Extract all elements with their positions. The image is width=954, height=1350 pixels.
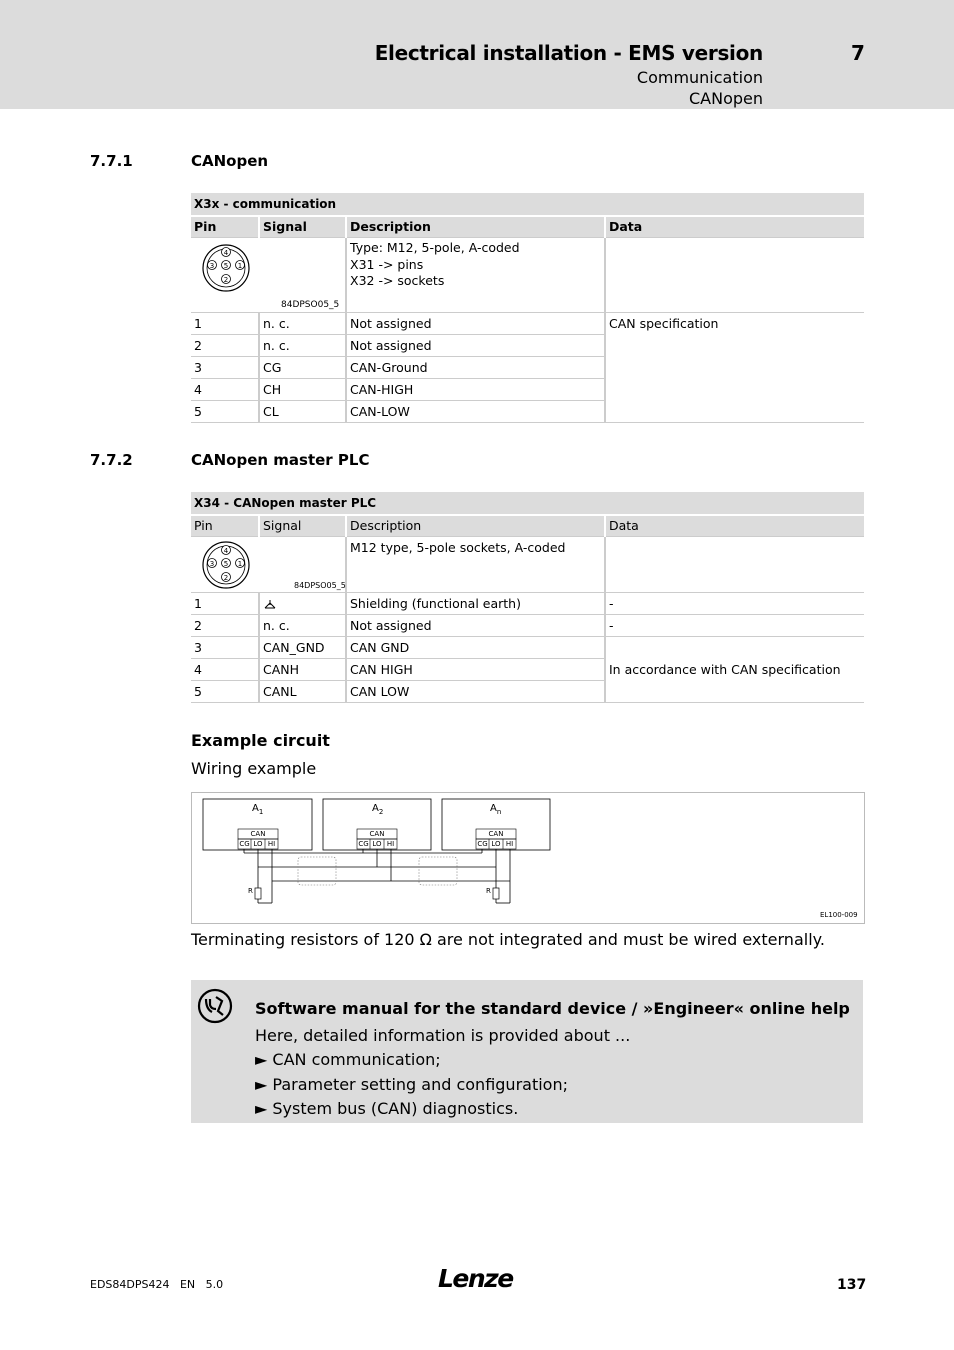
header-subtitle-1: Communication [636,68,763,87]
table-row: 1 n. c. Not assigned CAN specification [191,313,864,335]
node-label: $A_2$ [372,803,384,816]
svg-text:1: 1 [237,560,243,568]
note-title: Software manual for the standard device / »Engineer« online help [255,999,850,1018]
section-title: CANopen [191,152,269,170]
col-header: Description [346,216,605,238]
resistor-icon [493,888,499,899]
page-number: 137 [837,1277,867,1293]
connector-image-cell [191,238,346,313]
image-label: 84DPSO05_5 [281,300,340,310]
resistor-label: R [486,887,491,895]
resistor-icon [255,888,261,899]
col-header: Data [605,515,864,537]
m12-connector-icon [199,241,259,297]
header-subtitle-2: CANopen [688,89,763,108]
wiring-diagram: $A_1$ $A_2$ $A_n$ CAN CAN CAN CG LO HI CG LO HI CG LO HI R R EL100-009 [191,792,865,924]
m12-connector-icon [199,539,259,591]
table-row: 5 CANL CAN LOW [191,681,864,703]
data-cell: CAN specification [605,313,864,423]
resistor-label: R [248,887,253,895]
wiring-svg [192,793,864,923]
table-row: 2 n. c. Not assigned [191,335,864,357]
col-header: Description [346,515,605,537]
can-label: CAN [369,830,385,838]
col-header: Signal [259,515,346,537]
document-id: EDS84DPS424 EN 5.0 [90,1278,224,1291]
svg-text:3: 3 [209,262,215,270]
chapter-number: 7 [851,41,865,65]
image-description: Type: M12, 5-pole, A-coded X31 -> pins X32 -> sockets [346,238,605,313]
col-header: Pin [191,216,259,238]
can-label: CAN [488,830,504,838]
connector-image-cell [191,537,346,593]
node-label: $A_1$ [252,803,264,816]
x3x-table [191,193,864,423]
svg-text:4: 4 [223,249,229,257]
can-label: CAN [250,830,266,838]
note-item: ► CAN communication; [255,1050,441,1069]
table-caption: X3x - communication [191,193,864,216]
lenze-logo: Lenze [438,1264,513,1293]
table-row: 5 CL CAN-LOW [191,401,864,423]
functional-earth-icon [263,599,277,611]
section-number: 7.7.2 [90,451,133,469]
table-row: 1 Shielding (functional earth) - [191,593,864,615]
svg-text:2: 2 [223,276,229,284]
table-row: 3 CG CAN-Ground [191,357,864,379]
col-header: Pin [191,515,259,537]
example-subtitle: Wiring example [191,759,317,778]
figure-id: EL100-009 [820,911,858,919]
svg-text:3: 3 [209,560,215,568]
svg-text:2: 2 [223,574,229,582]
image-label: 84DPSO05_5 [294,581,346,590]
note-item: ► System bus (CAN) diagnostics. [255,1099,519,1118]
note-box [191,980,863,1123]
note-item: ► Parameter setting and configuration; [255,1075,568,1094]
x34-table [191,492,864,703]
note-intro: Here, detailed information is provided about ... [255,1026,631,1045]
col-header: Data [605,216,864,238]
chapter-title: Electrical installation - EMS version [374,41,763,65]
table-row: 3 CAN_GND CAN GND In accordance with CAN specification [191,637,864,659]
page-header [0,0,954,109]
table-caption: X34 - CANopen master PLC [191,492,864,515]
section-number: 7.7.1 [90,152,133,170]
image-description: M12 type, 5-pole sockets, A-coded [346,537,605,593]
table-row: 4 CH CAN-HIGH [191,379,864,401]
manual-reference-icon [196,987,234,1025]
example-title: Example circuit [191,731,330,750]
svg-text:4: 4 [223,547,229,555]
table-row: 2 n. c. Not assigned - [191,615,864,637]
svg-text:5: 5 [223,560,229,568]
table-row: 4 CANH CAN HIGH [191,659,864,681]
svg-text:5: 5 [223,262,229,270]
col-header: Signal [259,216,346,238]
node-label: $A_n$ [490,803,502,816]
svg-text:1: 1 [237,262,243,270]
data-cell: In accordance with CAN specification [605,637,864,703]
termination-note: Terminating resistors of 120 Ω are not integrated and must be wired externally. [191,930,825,949]
section-title: CANopen master PLC [191,451,370,469]
